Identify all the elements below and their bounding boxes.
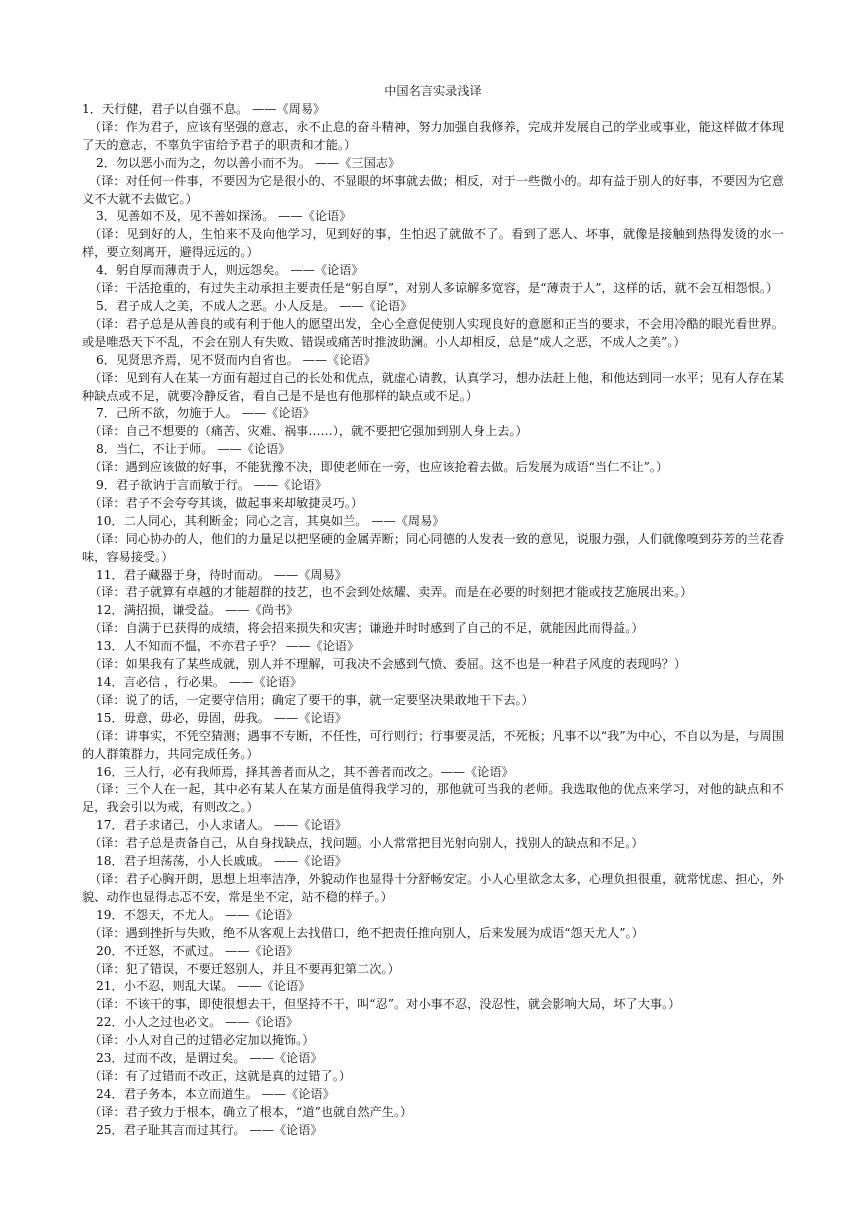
translation-text: （译：小人对自己的过错必定加以掩饰。） [89,1033,315,1048]
translation-text: （译：君子致力于根本，确立了根本，“道”也就自然产生。） [89,1104,413,1119]
quote-entry [82,943,784,979]
translation-text: （译：说了的话，一定要守信用；确定了要干的事，就一定要坚决果敢地干下去。） [89,692,534,707]
translation-text: （译：不该干的事，即使很想去干，但坚持不干，叫“忍”。对小事不忍，没忍性，就会影响大局，坏了大事。） [89,997,681,1012]
quote-text: 23．过而不改，是谓过矣。 ——《论语》 [96,1051,323,1066]
quote-entry [82,352,784,406]
translation-text: （译：见到有人在某一方面有超过自己的长处和优点，就虚心请教，认真学习，想办法赶上他，和他达到同一水平；见有人存在某种缺点或不足，就要冷静反省，看自己是不是也有他那样的缺点或不足。） [82,370,784,403]
quote-text: 20．不迁怒，不贰过。 ——《论语》 [96,943,299,958]
quote-entry [82,853,784,907]
translation-text: （译：对任何一件事，不要因为它是很小的、不显眼的坏事就去做；相反，对于一些微小的。却有益于别人的好事，不要因为它意义不大就不去做它。） [82,173,784,206]
quote-entry [82,602,784,638]
translation-text: （译：犯了错误，不要迁怒别人，并且不要再犯第二次。） [89,961,400,976]
quote-entry [82,262,784,298]
quote-entry [82,567,784,603]
quote-text: 16．三人行，必有我师焉，择其善者而从之，其不善者而改之。——《论语》 [96,764,514,779]
translation-text: （译：君子心胸开朗，思想上坦率洁净，外貌动作也显得十分舒畅安定。小人心里欲念太多，心理负担很重，就常忧虑、担心，外貌、动作也显得忐忑不安，常是坐不定，站不稳的样子。） [82,871,784,904]
quote-entry [82,978,784,1014]
quote-entry [82,101,784,155]
quote-text: 17．君子求诸己，小人求诸人。 ——《论语》 [96,818,347,833]
translation-text: （译：君子不会夸夸其谈，做起事来却敏捷灵巧。） [89,495,364,510]
quote-entry [82,441,784,477]
quote-entry [82,1122,784,1140]
quote-text: 22．小人之过也必文。 ——《论语》 [96,1015,299,1030]
translation-text: （译：讲事实，不凭空猜测；遇事不专断，不任性，可行则行；行事要灵活，不死板；凡事不以“我”为中心，不自以为是，与周围的人群策群力，共同完成任务。） [82,728,784,761]
quote-text: 24．君子务本，本立而道生。 ——《论语》 [96,1086,335,1101]
quote-entry [82,764,784,818]
quote-text: 1．天行健，君子以自强不息。 ——《周易》 [82,102,326,116]
quote-text: 25．君子耻其言而过其行。 ——《论语》 [96,1122,323,1137]
document-title: 中国名言实录浅译 [384,84,482,98]
translation-text: （译：作为君子，应该有坚强的意志，永不止息的奋斗精神，努力加强自我修养，完成并发展自己的学业或事业，能这样做才体现了天的意志，不辜负宇宙给予君子的职责和才能。） [82,119,784,152]
translation-text: （译：君子就算有卓越的才能超群的技艺，也不会到处炫耀、卖弄。而是在必要的时刻把才能或技艺施展出来。） [89,585,693,600]
translation-text: （译：有了过错而不改正，这就是真的过错了。） [89,1068,352,1083]
quote-text: 21．小不忍，则乱大谋。 ——《论语》 [96,979,311,994]
translation-text: （译：自满于已获得的成绩，将会招来损失和灾害；谦逊并时时感到了自己的不足，就能因此而得益。） [89,621,644,636]
translation-text: （译：如果我有了某些成就，别人并不理解，可我决不会感到气愤、委屈。这不也是一种君子风度的表现吗？） [89,657,687,672]
quote-text: 2．勿以恶小而为之，勿以善小而不为。 ——《三国志》 [96,155,401,170]
quote-text: 10．二人同心，其利断金；同心之言，其臭如兰。 ——《周易》 [96,513,445,528]
translation-text: （译：三个人在一起，其中必有某人在某方面是值得我学习的，那他就可当我的老师。我选取他的优点来学习，对他的缺点和不足，我会引以为戒，有则改之。） [82,782,784,815]
quote-text: 9．君子欲讷于言而敏于行。 ——《论语》 [96,478,328,493]
quote-text: 12．满招损，谦受益。 ——《尚书》 [96,603,299,618]
quote-entry [82,155,784,209]
quote-text: 6．见贤思齐焉，见不贤而内自省也。 ——《论语》 [96,352,376,367]
translation-text: （译：君子总是从善良的或有利于他人的愿望出发，全心全意促使别人实现良好的意愿和正当的要求，不会用冷酷的眼光看世界。或是唯恐天下不乱，不会在别人有失败、错误或痛苦时推波助澜。小人却相反，总是“成人之恶，不成人之美”。） [82,316,784,349]
translation-text: （译：遇到应该做的好事，不能犹豫不决，即使老师在一旁，也应该抢着去做。后发展为成语“当仁不让”。） [89,460,669,475]
quote-entry [82,1050,784,1086]
quote-entry [82,1014,784,1050]
quote-entry [82,208,784,262]
quote-text: 15．毋意，毋必，毋固，毋我。 ——《论语》 [96,710,347,725]
translation-text: （译：见到好的人，生怕来不及向他学习，见到好的事，生怕迟了就做不了。看到了恶人、坏事，就像是接触到热得发烫的水一样，要立刻离开，避得远远的。） [82,227,784,260]
quote-text: 7．己所不欲，勿施于人。 ——《论语》 [96,406,315,421]
quote-text: 3．见善如不及，见不善如探汤。 ——《论语》 [96,209,352,224]
quote-entry [82,405,784,441]
quote-entry [82,907,784,943]
quote-entry [82,638,784,674]
quote-entry [82,674,784,710]
quote-entry [82,513,784,567]
quote-text: 19．不怨天，不尤人。 ——《论语》 [96,907,299,922]
quote-text: 11．君子藏器于身，待时而动。 ——《周易》 [96,567,347,582]
quote-entry [82,298,784,352]
quote-entry [82,477,784,513]
quote-entry [82,710,784,764]
quote-text: 13．人不知而不愠，不亦君子乎？ ——《论语》 [96,639,360,654]
quote-text: 5．君子成人之美，不成人之恶。小人反是。 ——《论语》 [96,298,413,313]
translation-text: （译：遇到挫折与失败，绝不从客观上去找借口，绝不把责任推向别人，后来发展为成语“怨天尤人”。） [89,925,644,940]
quote-text: 8．当仁，不让于师。 ——《论语》 [96,442,291,457]
quote-list [82,101,784,1140]
translation-text: （译：君子总是责备自己，从自身找缺点，找问题。小人常常把目光射向别人，找别人的缺点和不足。） [89,836,644,851]
quote-entry [82,817,784,853]
quote-text: 14．言必信 ，行必果。 ——《论语》 [96,675,303,689]
translation-text: （译：干活抢重的，有过失主动承担主要责任是“躬自厚”，对别人多谅解多宽容，是“薄责于人”，这样的话，就不会互相怨恨。） [89,281,779,296]
quote-text: 18．君子坦荡荡，小人长戚戚。 ——《论语》 [96,854,347,869]
quote-text: 4．躬自厚而薄责于人，则远怨矣。 ——《论语》 [96,263,364,278]
translation-text: （译：自己不想要的（痛苦、灾难、祸事……），就不要把它强加到别人身上去。） [89,424,528,439]
quote-entry [82,1086,784,1122]
translation-text: （译：同心协办的人，他们的力量足以把坚硬的金属弄断；同心同德的人发表一致的意见，说服力强，人们就像嗅到芬芳的兰花香味，容易接受。） [82,531,784,564]
